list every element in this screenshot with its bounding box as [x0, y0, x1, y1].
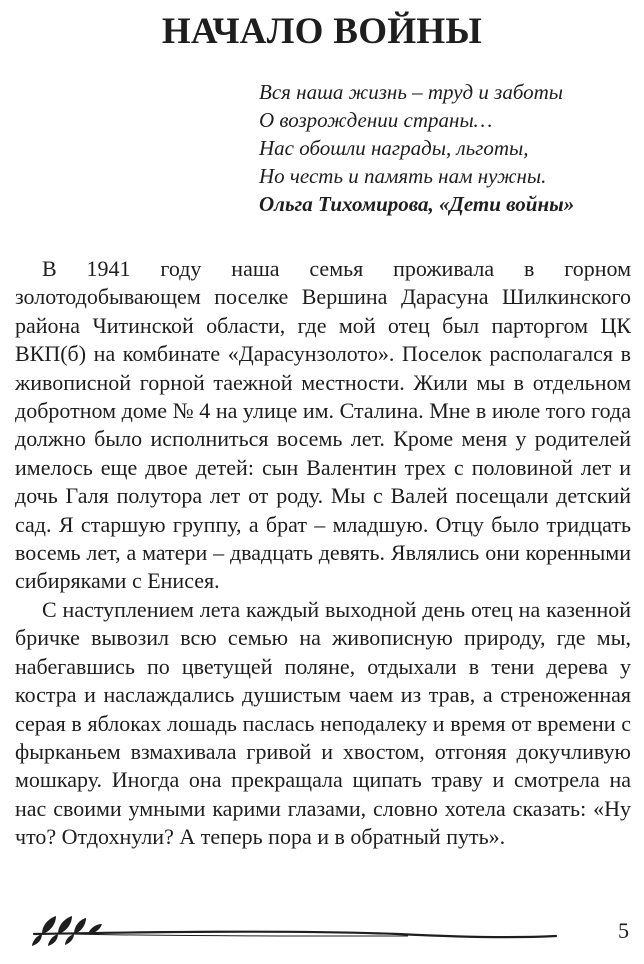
paragraph: В 1941 году наша семья проживала в горном золотодобывающем поселке Вершина Дарасуна Шилкинского района Читинской области, где мой отец был парторгом ЦК ВКП(б) на комбинате «Дарасунзолото». Поселок располагался в живописной горной таежной местности. Жили мы в отдельном добротном доме № 4 на улице им. Сталина. Мне в июле того года должно было исполниться восемь лет. Кроме меня у родителей имелось еще двое детей: сын Валентин трех с половиной лет и дочь Галя полутора лет от роду. Мы с Валей посещали детский сад. Я старшую группу, а брат – младшую. Отцу было тридцать восемь лет, а матери – двадцать девять. Являлись они коренными сибиряками с Енисея. [15, 256, 631, 594]
leaf-branch-icon [28, 910, 558, 950]
epigraph-author: Ольга Тихомирова, «Дети войны» [259, 192, 575, 216]
epigraph-line: Нас обошли награды, льготы, [259, 136, 529, 160]
page-footer [0, 910, 644, 950]
chapter-title: НАЧАЛО ВОЙНЫ [161, 11, 483, 52]
page-number: 5 [618, 918, 629, 943]
epigraph-line: Вся наша жизнь – труд и заботы [259, 80, 564, 104]
paragraph: С наступлением лета каждый выходной день отец на казенной бричке вывозил всю семью на живописную природу, где мы, набегавшись по цветущей поляне, отдыхали в тени дерева у костра и наслаждались душистым чаем из трав, а стреноженная серая в яблоках лошадь паслась неподалеку и время от времени с фырканьем взмахивала гривой и хвостом, отгоняя докучливую мошкару. Иногда она прекращала щипать траву и смотрела на нас своими умными карими глазами, словно хотела сказать: «Ну что? Отдохнули? А теперь пора и в обратный путь». [15, 596, 631, 850]
epigraph [259, 78, 635, 218]
epigraph-line: О возрождении страны… [259, 108, 493, 132]
epigraph-line: Но честь и память нам нужны. [259, 164, 547, 188]
body-text [15, 255, 631, 852]
